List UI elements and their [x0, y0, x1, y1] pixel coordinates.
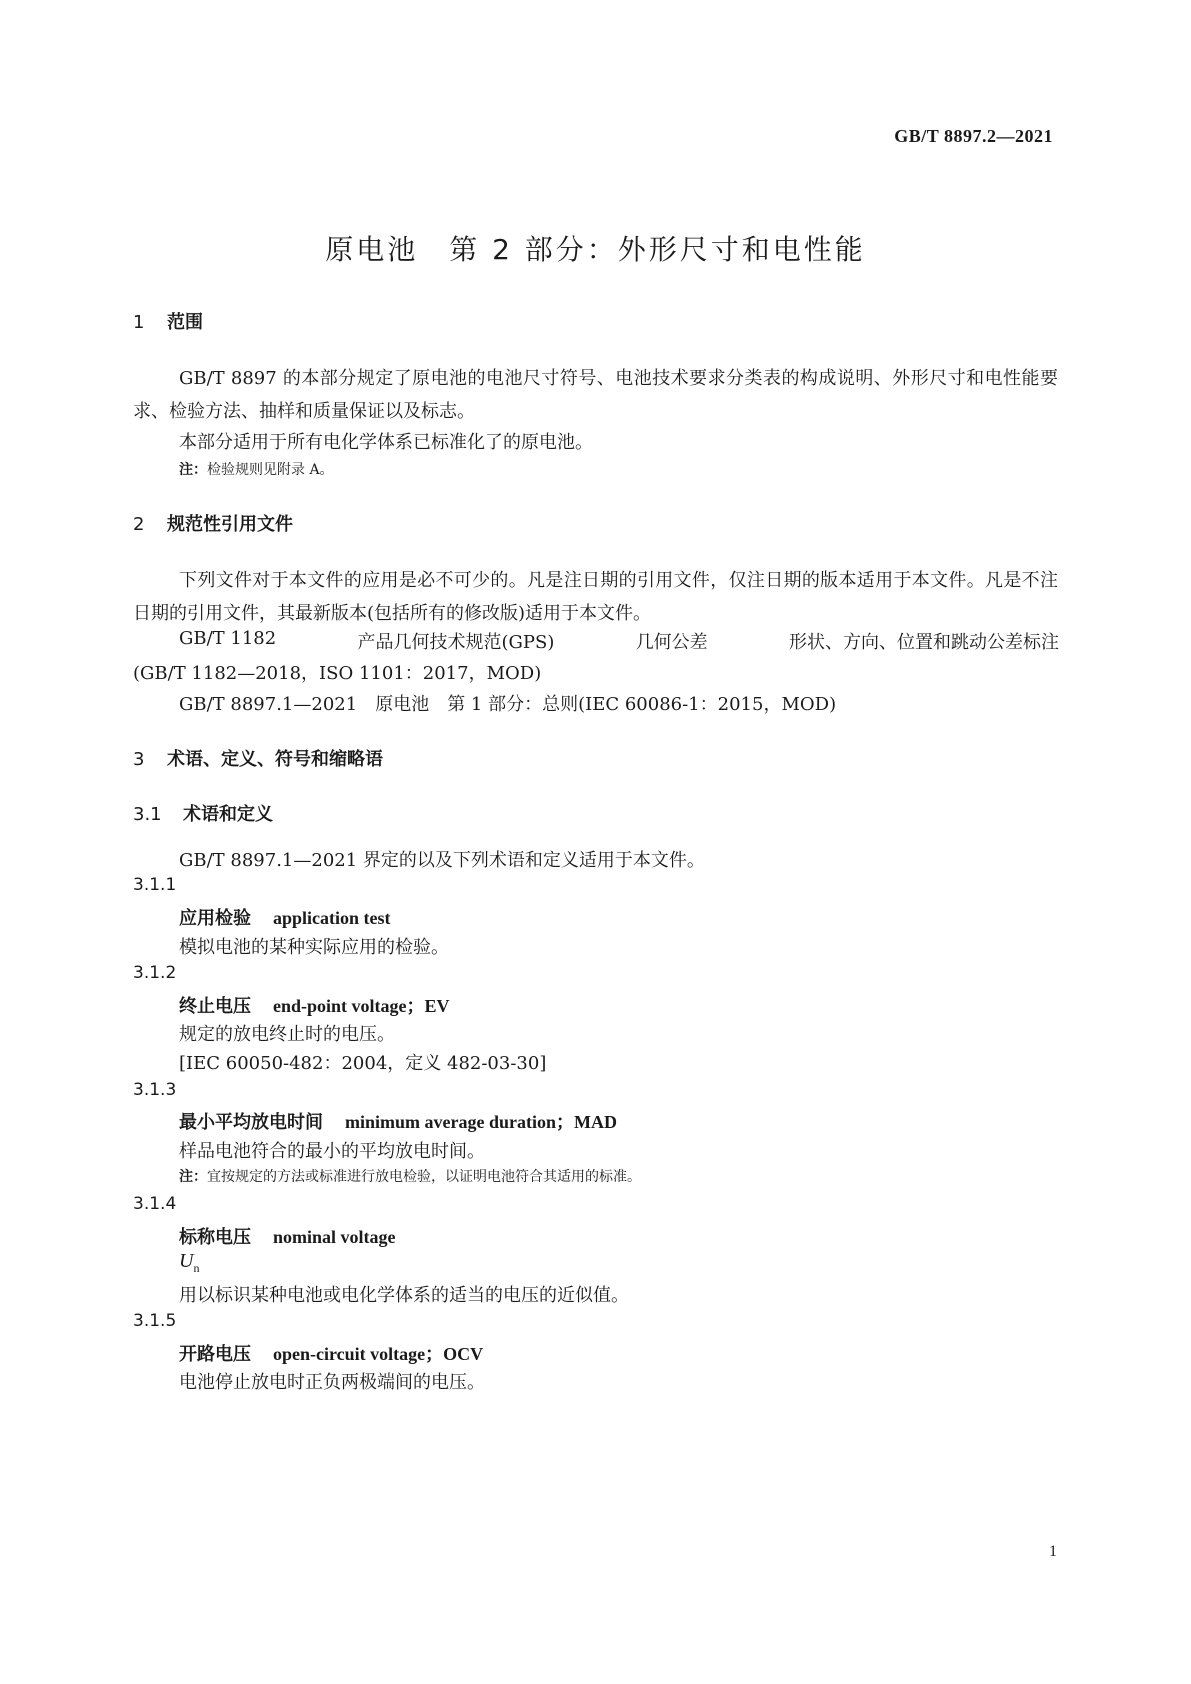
term-en: nominal voltage	[273, 1227, 396, 1247]
section-3-1-heading	[133, 800, 273, 826]
section-number: 2	[133, 514, 145, 535]
reference-title-part: 形状、方向、位置和跳动公差标注	[788, 632, 1059, 653]
note-label: 注：	[179, 1169, 207, 1185]
section-3-heading	[133, 745, 383, 771]
term-definition: 模拟电池的某种实际应用的检验。	[179, 937, 449, 958]
section-number: 1	[133, 312, 145, 333]
term-zh: 标称电压	[179, 1227, 251, 1248]
section-1-heading	[133, 308, 203, 334]
section-3-1-intro: GB/T 8897.1—2021 界定的以及下列术语和定义适用于本文件。	[179, 850, 705, 871]
term-heading	[179, 904, 391, 930]
term-en: open-circuit voltage；OCV	[273, 1344, 484, 1364]
note-text: 检验规则见附录 A。	[207, 462, 334, 478]
reference-code: GB/T 1182	[179, 628, 277, 649]
section-1-note	[179, 459, 334, 479]
term-number: 3.1.1	[133, 875, 177, 895]
term-number: 3.1.5	[133, 1311, 177, 1331]
term-zh: 最小平均放电时间	[179, 1112, 323, 1133]
note-text: 宜按规定的方法或标准进行放电检验，以证明电池符合其适用的标准。	[207, 1169, 641, 1185]
standard-code: GB/T 8897.2—2021	[894, 126, 1053, 146]
section-title: 范围	[167, 312, 203, 333]
section-number: 3	[133, 749, 145, 770]
term-number: 3.1.2	[133, 963, 177, 983]
reference-title-part: 产品几何技术规范(GPS)	[357, 632, 555, 653]
section-2-paragraph-1: 下列文件对于本文件的应用是必不可少的。凡是注日期的引用文件，仅注日期的版本适用于本文件。凡是不注日期的引用文件，其最新版本(包括所有的修改版)适用于本文件。	[133, 570, 1058, 624]
note-label: 注：	[179, 462, 207, 478]
section-number: 3.1	[133, 804, 162, 825]
term-definition: 规定的放电终止时的电压。	[179, 1024, 395, 1045]
term-definition: 电池停止放电时正负两极端间的电压。	[179, 1372, 485, 1393]
term-zh: 应用检验	[179, 908, 251, 929]
section-title: 术语和定义	[183, 804, 273, 825]
term-heading	[179, 992, 450, 1018]
symbol-letter: U	[179, 1250, 194, 1272]
section-title: 术语、定义、符号和缩略语	[167, 749, 383, 770]
term-source: [IEC 60050-482：2004，定义 482-03-30]	[179, 1053, 547, 1074]
term-note	[179, 1166, 641, 1186]
term-en: application test	[273, 908, 391, 928]
reference-gbt-1182	[179, 628, 1059, 654]
reference-title-part: 几何公差	[635, 632, 708, 653]
term-heading	[179, 1223, 396, 1249]
reference-gbt-8897-1: GB/T 8897.1—2021 原电池 第 1 部分：总则(IEC 60086-1：2015，MOD)	[179, 694, 837, 715]
section-title: 规范性引用文件	[167, 514, 293, 535]
page-number: 1	[1049, 1543, 1057, 1560]
term-number: 3.1.3	[133, 1080, 177, 1100]
section-1-paragraph-2: 本部分适用于所有电化学体系已标准化了的原电池。	[179, 432, 593, 453]
term-heading	[179, 1340, 483, 1366]
section-1-paragraph-1: GB/T 8897 的本部分规定了原电池的电池尺寸符号、电池技术要求分类表的构成说明、外形尺寸和电性能要求、检验方法、抽样和质量保证以及标志。	[133, 368, 1058, 422]
term-definition: 用以标识某种电池或电化学体系的适当的电压的近似值。	[179, 1285, 629, 1306]
term-symbol	[179, 1250, 199, 1276]
term-number: 3.1.4	[133, 1194, 177, 1214]
section-2-heading	[133, 510, 293, 536]
term-zh: 开路电压	[179, 1344, 251, 1365]
term-en: end-point voltage；EV	[273, 996, 450, 1016]
term-heading	[179, 1108, 617, 1134]
reference-gbt-1182-continuation: (GB/T 1182—2018，ISO 1101：2017，MOD)	[133, 663, 542, 684]
term-definition: 样品电池符合的最小的平均放电时间。	[179, 1141, 485, 1162]
term-zh: 终止电压	[179, 996, 251, 1017]
document-title: 原电池 第 2 部分：外形尺寸和电性能	[325, 233, 866, 266]
symbol-subscript: n	[193, 1261, 200, 1275]
term-en: minimum average duration；MAD	[345, 1112, 617, 1132]
